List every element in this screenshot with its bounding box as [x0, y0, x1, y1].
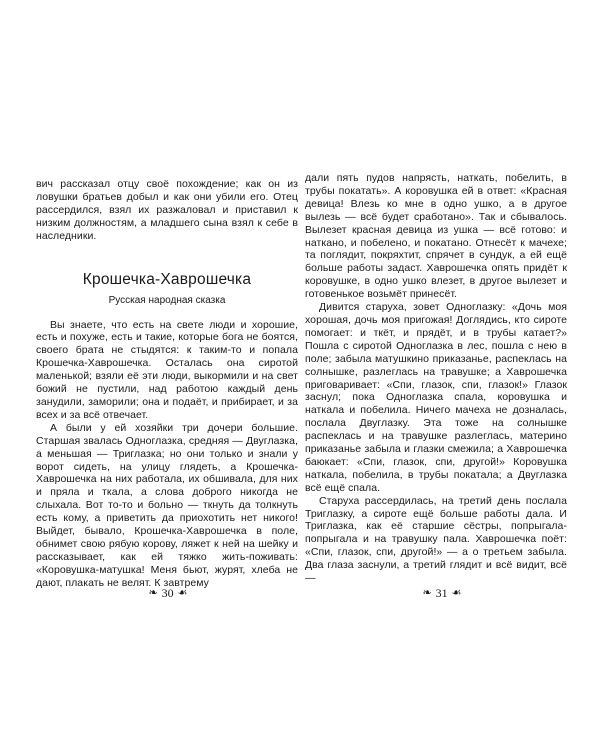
- right-paragraph-1: дали пять пудов напрясть, наткать, побелить, в трубы покатать». А коровушка ей в ответ: «Красная девица! Влезь ко мне в одно ушко, а в другое вылезь — всё будет сработано». Так и сбывалось. Вылезет красная девица из ушка — всё готово: и натканo, и побелено, и покатано. Отнесёт к мачехе; та поглядит, покряхтит, спрячет в сундук, а ей ещё больше работы задаст. Хаврошечка опять придёт к коровушке, в одно ушко влезет, в другое вылезет и готовенькое возьмёт принесёт.: [305, 172, 567, 301]
- left-page: [36, 178, 298, 590]
- story-subtitle: Русская народная сказка: [108, 294, 226, 306]
- page-number-30: 30: [161, 586, 174, 600]
- ornament-right-icon: ☙: [451, 587, 462, 599]
- left-intro-paragraph: вич рассказал отцу своё похождение; как он из ловушки братьев добыл и как они убили его. Отец рассердился, взял их разжаловал и приставил к низким должностям, а младшего сына взял к себе в наследники.: [36, 178, 298, 242]
- right-page: [305, 172, 567, 585]
- left-paragraph-2: А были у ей хозяйки три дочери большие. Старшая звалась Одноглазка, средняя — Двуглазка, а меньшая — Триглазка; но они только и знали у ворот сидеть, на улицу глядеть, а Крошечка-Хаврошечка на них работала, их обшивала, для них и пряла и ткала, а слова доброго никогда не слыхала. Вот то-то и больно — ткнуть да толкнуть есть кому, а приветить да приохотить нет никого! Выйдет, бывало, Крошечка-Хаврошечка в поле, обнимет свою рябую корову, ляжет к ней на шейку и рассказывает, как ей тяжко жить-поживать: «Коровушка-матушка! Меня бьют, журят, хлеба не дают, плакать не велят. К завтрему: [36, 421, 298, 589]
- page-number-31: 31: [435, 586, 448, 600]
- left-paragraph-1: Вы знаете, что есть на свете люди и хорошие, есть и похуже, есть и такие, которые бога не боятся, своего брата не стыдятся: к таким-то и попала Крошечка-Хаврошечка. Осталась она сиротой маленькой; взяли её эти люди, выкормили и на свет божий не пустили, над работою каждый день занудили, заморили; она и подаёт, и прибирает, и за всех и за всё отвечает.: [36, 318, 298, 421]
- right-paragraph-3: Старуха рассердилась, на третий день послала Триглазку, а сироте ещё больше работы дала. И Триглазка, как её старшие сёстры, попрыгала-попрыгала и на травушку пала. Хаврошечка поёт: «Спи, глазок, спи, другой!» — а о третьем забыла. Два глаза заснули, а третий глядит и всё видит, всё —: [305, 494, 567, 585]
- ornament-left-icon: ❧: [422, 587, 432, 599]
- left-page-number: [128, 586, 208, 601]
- right-page-number: [402, 586, 482, 601]
- right-paragraph-2: Дивится старуха, зовет Одноглазку: «Дочь моя хорошая, дочь моя пригожая! Доглядись, кто сироте помогает: и ткёт, и прядёт, и в трубы катает?» Пошла с сиротой Одноглазка в лес, пошла с нею в поле; забыла матушкино приказанье, распеклась на солнышке, разлеглась на травушке; а Хаврошечка приговаривает: «Спи, глазок, спи, глазок!» Глазок заснул; пока Одноглазка спала, коровушка и наткала и побелила. Ничего мачеха не дозналась, послала Двуглазку. Эта тоже на солнышке распеклась и на травушке разлеглась, материно приказанье забыла и глазки смежила; а Хаврошечка баюкает: «Спи, глазок, спи, другой!» Коровушка наткала, побелила, в трубы покатала; а Двуглазка всё ещё спала.: [305, 301, 567, 494]
- ornament-right-icon: ☙: [177, 587, 188, 599]
- ornament-left-icon: ❧: [148, 587, 158, 599]
- story-title: Крошечка-Хаврошечка: [82, 270, 252, 288]
